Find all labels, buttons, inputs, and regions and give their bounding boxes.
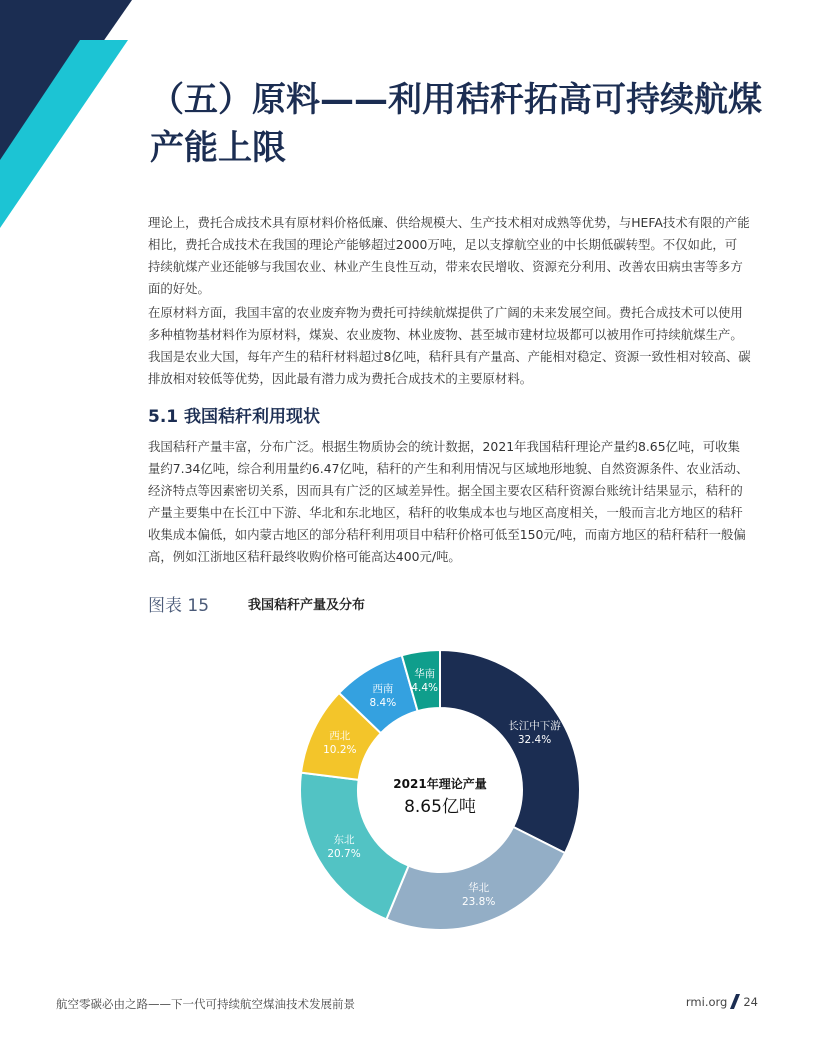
slice-category-label: 西南 bbox=[372, 682, 394, 695]
donut-slice bbox=[386, 827, 565, 930]
center-label: 2021年理论产量 bbox=[393, 777, 487, 791]
slice-category-label: 东北 bbox=[333, 833, 355, 846]
footer-title: 航空零碳必由之路——下一代可持续航空煤油技术发展前景 bbox=[56, 997, 355, 1011]
paragraph-intro bbox=[148, 212, 750, 300]
donut-chart bbox=[280, 630, 600, 950]
slice-category-label: 华北 bbox=[468, 882, 490, 895]
page-title-line-2: 产能上限 bbox=[150, 128, 286, 168]
slice-value-label: 10.2% bbox=[323, 744, 357, 757]
text-line: 产量主要集中在长江中下游、华北和东北地区，秸秆的收集成本也与地区高度相关，一般而言北方地区的秸秆 bbox=[148, 505, 743, 520]
text-line: 高，例如江浙地区秸秆最终收购价格可能高达400元/吨。 bbox=[148, 549, 461, 564]
page-title bbox=[150, 76, 762, 172]
footer-site-link[interactable]: rmi.org bbox=[685, 995, 728, 1009]
paragraph-raw-materials bbox=[148, 302, 751, 390]
footer-page-info bbox=[686, 994, 758, 1009]
text-line: 收集成本偏低，如内蒙古地区的部分秸秆利用项目中秸秆价格可低至150元/吨，而南方地区的秸秆秸秆一般偏 bbox=[148, 527, 746, 542]
slice-value-label: 8.4% bbox=[369, 696, 397, 709]
slice-value-label: 32.4% bbox=[517, 733, 552, 746]
center-value: 8.65亿吨 bbox=[404, 797, 476, 817]
text-line: 我国是农业大国，每年产生的秸秆材料超过8亿吨，秸秆具有产量高、产能相对稳定、资源一致性相对较高、碳 bbox=[148, 349, 751, 364]
figure-title: 我国秸秆产量及分布 bbox=[248, 598, 366, 613]
text-line: 多种植物基材料作为原材料，煤炭、农业废物、林业废物、甚至城市建材垃圾都可以被用作可持续航煤生产。 bbox=[148, 327, 743, 342]
donut-slice bbox=[300, 773, 409, 920]
page-number: 24 bbox=[743, 995, 758, 1009]
text-line: 在原材料方面，我国丰富的农业废弃物为费托可持续航煤提供了广阔的未来发展空间。费托合成技术可以使用 bbox=[148, 305, 743, 320]
slash-divider bbox=[730, 994, 740, 1009]
figure-label: 图表 15 bbox=[148, 596, 210, 616]
text-line: 相比，费托合成技术在我国的理论产能够超过2000万吨，足以支撑航空业的中长期低碳转型。不仅如此，可 bbox=[148, 237, 738, 252]
slice-value-label: 23.8% bbox=[461, 896, 496, 909]
slice-category-label: 西北 bbox=[329, 730, 351, 743]
text-line: 经济特点等因素密切关系，因而具有广泛的区域差异性。据全国主要农区秸秆资源台账统计结果显示，秸秆的 bbox=[148, 483, 743, 498]
text-line: 理论上，费托合成技术具有原材料价格低廉、供给规模大、生产技术相对成熟等优势，与HEFA技术有限的产能 bbox=[148, 215, 750, 230]
text-line: 我国秸秆产量丰富，分布广泛。根据生物质协会的统计数据，2021年我国秸秆理论产量约8.65亿吨，可收集 bbox=[148, 439, 740, 454]
text-line: 排放相对较低等优势，因此最有潜力成为费托合成技术的主要原材料。 bbox=[148, 371, 533, 386]
text-line: 量约7.34亿吨，综合利用量约6.47亿吨，秸秆的产生和利用情况与区域地形地貌、自然资源条件、农业活动、 bbox=[148, 461, 749, 476]
paragraph-straw-status bbox=[148, 436, 749, 568]
text-line: 持续航煤产业还能够与我国农业、林业产生良性互动，带来农民增收、资源充分利用、改善农田病虫害等多方 bbox=[148, 259, 743, 274]
slice-category-label: 华南 bbox=[414, 668, 436, 681]
slice-category-label: 长江中下游 bbox=[508, 719, 561, 732]
text-line: 面的好处。 bbox=[148, 281, 210, 296]
page-title-line-1: （五）原料——利用秸秆拓高可持续航煤 bbox=[150, 80, 762, 120]
slice-value-label: 20.7% bbox=[327, 847, 361, 860]
slice-value-label: 4.4% bbox=[411, 682, 439, 695]
donut-slice bbox=[440, 650, 580, 853]
section-heading: 5.1 我国秸秆利用现状 bbox=[148, 407, 321, 427]
